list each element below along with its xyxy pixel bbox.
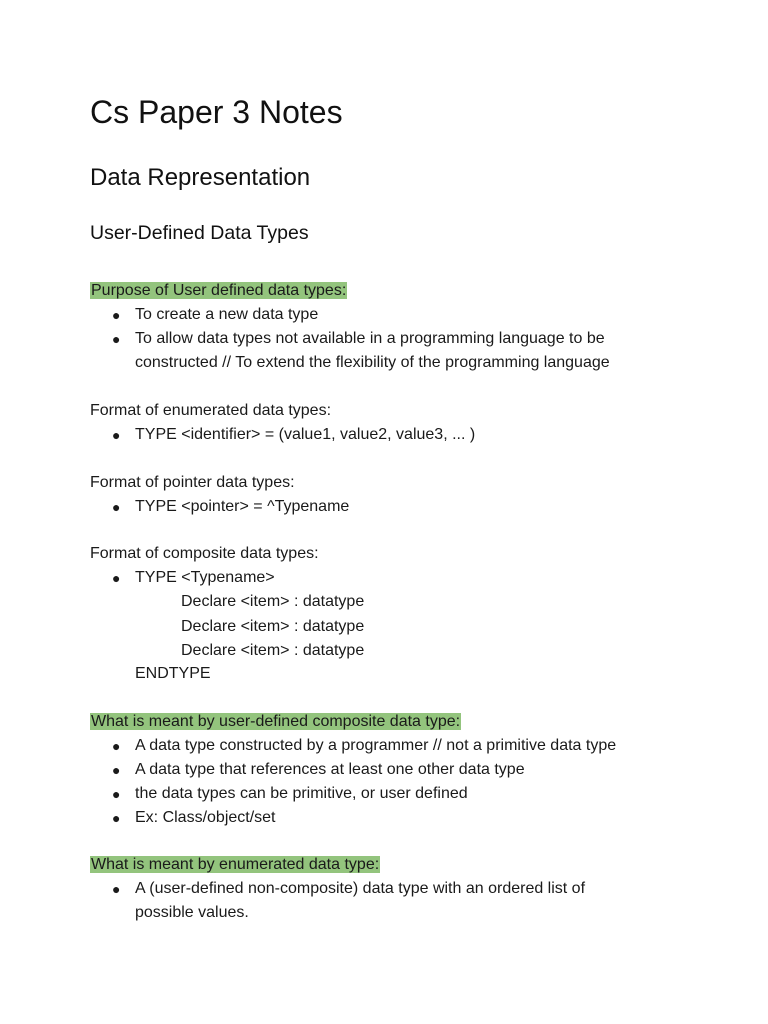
bullet-icon: ● xyxy=(112,499,121,515)
highlighted-label: What is meant by enumerated data type: xyxy=(91,856,380,873)
bullet-icon: ● xyxy=(112,738,121,754)
enumerated-format-label: Format of enumerated data types: xyxy=(90,402,332,419)
bullet-icon: ● xyxy=(112,331,121,347)
list-item-continuation: possible values. xyxy=(135,904,249,921)
highlighted-label: Purpose of User defined data types: xyxy=(91,282,347,299)
code-line: Declare <item> : datatype xyxy=(181,618,365,635)
enumerated-meaning-label xyxy=(90,855,380,875)
bullet-icon: ● xyxy=(112,307,121,323)
list-item: Ex: Class/object/set xyxy=(135,809,276,826)
composite-format-label: Format of composite data types: xyxy=(90,545,319,562)
pointer-format-label: Format of pointer data types: xyxy=(90,474,295,491)
highlighted-label: What is meant by user-defined composite data type: xyxy=(91,713,461,730)
subsection-heading: User-Defined Data Types xyxy=(90,222,309,244)
list-item: A (user-defined non-composite) data type with an ordered list of xyxy=(135,880,586,897)
list-item: TYPE <pointer> = ^Typename xyxy=(135,498,350,515)
bullet-icon: ● xyxy=(112,570,121,586)
bullet-icon: ● xyxy=(112,810,121,826)
page-title: Cs Paper 3 Notes xyxy=(90,94,343,130)
list-item: A data type constructed by a programmer // not a primitive data type xyxy=(135,737,617,754)
bullet-icon: ● xyxy=(112,427,121,443)
list-item: To create a new data type xyxy=(135,306,319,323)
code-line: Declare <item> : datatype xyxy=(181,593,365,610)
bullet-icon: ● xyxy=(112,762,121,778)
list-item: TYPE <Typename> xyxy=(135,569,275,586)
list-item: the data types can be primitive, or user defined xyxy=(135,785,468,802)
list-item-continuation: constructed // To extend the flexibility of the programming language xyxy=(135,354,610,371)
bullet-icon: ● xyxy=(112,881,121,897)
composite-meaning-label xyxy=(90,712,461,732)
code-line: Declare <item> : datatype xyxy=(181,642,365,659)
list-item: To allow data types not available in a programming language to be xyxy=(135,330,605,347)
code-line: ENDTYPE xyxy=(135,665,211,682)
section-heading: Data Representation xyxy=(90,164,311,191)
purpose-label xyxy=(90,281,347,301)
list-item: A data type that references at least one other data type xyxy=(135,761,525,778)
list-item: TYPE <identifier> = (value1, value2, value3, ... ) xyxy=(135,426,476,443)
bullet-icon: ● xyxy=(112,786,121,802)
